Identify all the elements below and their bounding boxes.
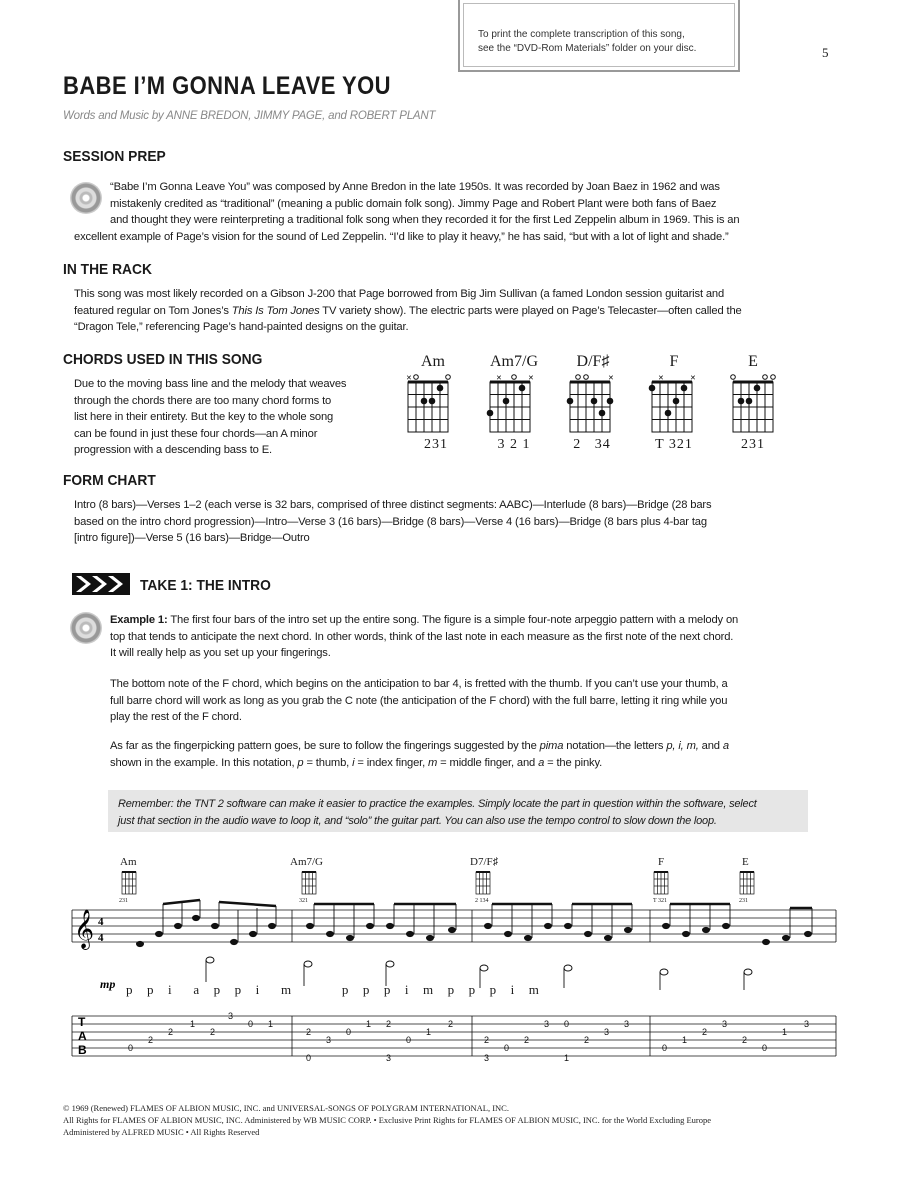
in-the-rack-heading: IN THE RACK [63, 261, 152, 278]
notation-chord-d7fs: D7/F♯ [470, 856, 499, 868]
cd-track-icon[interactable] [70, 182, 102, 214]
svg-text:2: 2 [448, 1019, 454, 1029]
svg-text:✕: ✕ [496, 375, 502, 382]
notation-fing-f: T 321 [653, 898, 668, 904]
svg-text:1: 1 [426, 1027, 432, 1037]
svg-text:0: 0 [762, 1043, 768, 1053]
svg-text:3: 3 [326, 1035, 332, 1045]
chords-heading: CHORDS USED IN THIS SONG [63, 351, 263, 368]
svg-text:✕: ✕ [608, 375, 614, 382]
svg-text:2: 2 [210, 1027, 216, 1037]
chord-fingering-am: 231 [424, 437, 448, 452]
time-sig-top: 4 [98, 916, 104, 928]
chord-fingering-dfs: 2 34 [573, 437, 611, 452]
svg-text:3: 3 [228, 1011, 234, 1021]
chord-diagrams [390, 374, 810, 438]
session-prep-line-1: “Babe I’m Gonna Leave You” was composed by Anne Bredon in the late 1950s. It was recorded by Joan Baez in 1962 and was [110, 181, 720, 193]
svg-text:3: 3 [386, 1053, 392, 1063]
svg-text:1: 1 [564, 1053, 570, 1063]
chords-line-4: can be found in just these four chords—an A minor [74, 427, 318, 440]
svg-text:2: 2 [742, 1035, 748, 1045]
in-the-rack-line-2: featured regular on Tom Jones’s This Is Tom Jones TV variety show). The electric parts were played on Page’s Telecaster—often called the [74, 304, 742, 317]
notation-chord-am7g: Am7/G [290, 856, 323, 868]
notation-chord-f: F [658, 856, 665, 868]
tab-letter-t: T [78, 1015, 86, 1029]
tab-numbers [128, 1011, 809, 1063]
chords-line-5: progression with a descending bass to E. [74, 444, 272, 456]
svg-text:1: 1 [782, 1027, 788, 1037]
take1-heading: TAKE 1: THE INTRO [140, 577, 271, 594]
form-chart-line-1: Intro (8 bars)—Verses 1–2 (each verse is 32 bars, comprised of three distinct segments: AABC)—Interlude (8 bars)—Bridge (28 bars [74, 499, 712, 511]
take1-p2-line-1: The bottom note of the F chord, which begins on the anticipation to bar 4, is fretted with the thumb. If you can’t use your thumb, a [110, 678, 728, 690]
chord-grid-f [649, 375, 696, 432]
take1-p1-line-1: Example 1: The first four bars of the intro set up the entire song. The figure is a simple four-note arpeggio pattern with a melody on [110, 614, 739, 626]
form-chart-line-3: [intro figure])—Verse 5 (16 bars)—Bridge—Outro [74, 532, 310, 544]
take1-p3-line-2: shown in the example. In this notation, p = thumb, i = index finger, m = middle finger, and a = the pinky. [110, 756, 603, 769]
take1-p1-line-3: It will really help as you set up your fingerings. [110, 647, 331, 659]
svg-text:✕: ✕ [658, 375, 664, 382]
tab-letter-a: A [78, 1029, 87, 1043]
stems-beams [163, 900, 812, 990]
svg-text:✕: ✕ [528, 375, 534, 382]
in-the-rack-line-1: This song was most likely recorded on a Gibson J-200 that Page borrowed from Big Jim Sullivan (a famed London session guitarist and [74, 288, 725, 300]
take1-p1-line-2: top that tends to anticipate the next chord. In other words, think of the last note in each measure as the first note of the next chord. [110, 630, 734, 643]
notation-fing-am: 231 [119, 898, 128, 904]
svg-text:2: 2 [584, 1035, 590, 1045]
svg-text:2: 2 [524, 1035, 530, 1045]
svg-text:3: 3 [804, 1019, 810, 1029]
take1-p3-line-1: As far as the fingerpicking pattern goes, be sure to follow the fingerings suggested by the pima notation—the letters p, i, m, and a [110, 740, 729, 752]
svg-text:3: 3 [604, 1027, 610, 1037]
copyright-footer: © 1969 (Renewed) FLAMES OF ALBION MUSIC, INC. and UNIVERSAL-SONGS OF POLYGRAM INTERNATIONAL, INC. All Rights for FLAMES OF ALBION MUSIC, INC. Administered by WB MUSIC CORP. • Exclusive Print Rights for FLAMES OF ALBION MUSIC, INC. for the World Excluding Europe Administered by ALFRED MUSIC • All Rights Reserved [63, 1103, 711, 1137]
chords-line-1: Due to the moving bass line and the melody that weaves [74, 378, 347, 390]
chords-line-2: through the chords there are too many chord forms to [74, 394, 332, 407]
svg-text:0: 0 [248, 1019, 254, 1029]
chevrons-icon [72, 573, 130, 595]
chord-fingering-e: 231 [741, 437, 765, 452]
treble-clef-icon: 𝄞 [74, 909, 95, 949]
svg-text:2: 2 [484, 1035, 490, 1045]
notation-fing-am7g: 321 [299, 898, 308, 904]
chord-fingering-f: T 321 [655, 437, 693, 452]
chord-grid-dfs [567, 375, 614, 432]
time-sig-bottom: 4 [98, 932, 104, 944]
treble-staff [72, 910, 836, 942]
chord-grid-e [731, 375, 776, 432]
notation-chord-e: E [742, 856, 749, 868]
page-number: 5 [822, 45, 829, 60]
dvd-rom-callout [458, 0, 740, 72]
notation-fing-d7fs: 2 134 [475, 898, 489, 904]
chord-grid-am7g [487, 375, 534, 432]
svg-text:1: 1 [682, 1035, 688, 1045]
svg-text:✕: ✕ [406, 375, 412, 382]
svg-text:1: 1 [190, 1019, 196, 1029]
song-title: BABE I’M GONNA LEAVE YOU [63, 72, 391, 100]
svg-text:3: 3 [544, 1019, 550, 1029]
session-prep-heading: SESSION PREP [63, 148, 166, 165]
svg-text:0: 0 [564, 1019, 570, 1029]
svg-text:3: 3 [624, 1019, 630, 1029]
svg-text:✕: ✕ [690, 375, 696, 382]
svg-text:0: 0 [346, 1027, 352, 1037]
svg-text:2: 2 [702, 1027, 708, 1037]
svg-text:2: 2 [306, 1027, 312, 1037]
notation-fing-e: 231 [739, 898, 748, 904]
notation-chord-am: Am [120, 856, 137, 868]
take1-p2-line-3: play the rest of the F chord. [110, 711, 242, 723]
svg-text:0: 0 [662, 1043, 668, 1053]
svg-text:0: 0 [306, 1053, 312, 1063]
session-prep-line-3: and thought they were reinterpreting a traditional folk song when they recorded it for the first Led Zeppelin album in 1969. This is an [110, 214, 740, 226]
session-prep-line-2: mistakenly credited as “traditional” (meaning a public domain folk song). Jimmy Page and Robert Plant were both fans of Baez [110, 197, 717, 210]
form-chart-line-2: based on the intro chord progression)—Intro—Verse 3 (16 bars)—Bridge (8 bars)—Verse 4 (16 bars)—Bridge (8 bars plus 4-bar tag [74, 515, 707, 528]
dynamic-marking: mp [100, 977, 116, 991]
song-credits: Words and Music by ANNE BREDON, JIMMY PAGE, and ROBERT PLANT [63, 110, 436, 122]
chord-name-f: F [669, 353, 679, 370]
chords-line-3: list here in their entirety. But the key to the whole song [74, 411, 334, 423]
svg-text:2: 2 [386, 1019, 392, 1029]
tab-letter-b: B [78, 1043, 87, 1057]
chord-name-dfs: D/F♯ [576, 353, 610, 370]
in-the-rack-line-3: “Dragon Tele,” referencing Page’s hand-painted designs on the guitar. [74, 321, 409, 333]
chord-fingering-am7g: 3 2 1 [497, 437, 531, 452]
svg-text:1: 1 [366, 1019, 372, 1029]
chord-name-am7g: Am7/G [490, 353, 538, 370]
take1-p2-line-2: full barre chord will work as long as you grab the C note (the anticipation of the F chord) with the full barre, letting it ring while you [110, 694, 728, 707]
session-prep-line-4: excellent example of Page’s vision for the sound of Led Zeppelin. “I’d like to play it heavy,” he has said, “but with a lot of light and shade.” [74, 230, 729, 243]
remember-note: Remember: the TNT 2 software can make it easier to practice the examples. Simply locate the part in question within the software, select just that section in the audio wave to loop it, and “solo” the guitar part. You can also use the tempo control to slow down the loop. [108, 790, 808, 832]
svg-text:0: 0 [128, 1043, 134, 1053]
form-chart-heading: FORM CHART [63, 472, 156, 489]
cd-track-icon-2[interactable] [70, 612, 102, 644]
chord-name-e: E [748, 353, 758, 370]
svg-text:3: 3 [722, 1019, 728, 1029]
svg-text:0: 0 [504, 1043, 510, 1053]
svg-text:1: 1 [268, 1019, 274, 1029]
svg-text:2: 2 [148, 1035, 154, 1045]
mini-chord-grids [122, 872, 754, 894]
svg-text:3: 3 [484, 1053, 490, 1063]
svg-text:0: 0 [406, 1035, 412, 1045]
pima-fingerings: p p i a p p i m p p p i m p p p i m [126, 982, 539, 997]
chord-grid-am [406, 375, 450, 432]
music-notation [60, 868, 840, 1068]
chord-name-am: Am [421, 353, 445, 370]
svg-text:2: 2 [168, 1027, 174, 1037]
callout-text: To print the complete transcription of this song, see the “DVD-Rom Materials” folder on your disc. [478, 29, 697, 54]
